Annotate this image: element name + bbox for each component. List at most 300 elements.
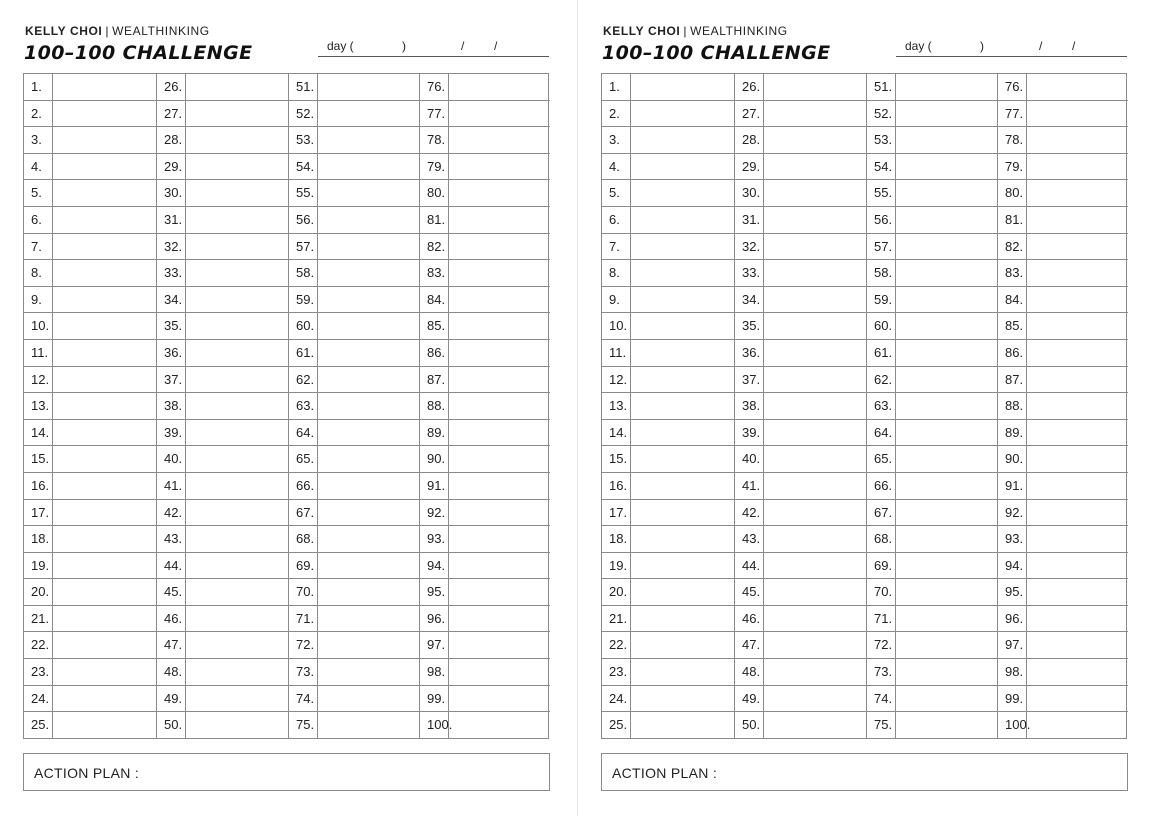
entry-field[interactable]	[449, 313, 550, 339]
entry-field[interactable]	[1027, 287, 1128, 313]
entry-field[interactable]	[1027, 207, 1128, 233]
entry-field[interactable]	[449, 712, 550, 739]
entry-field[interactable]	[186, 579, 288, 605]
row-number: 45.	[157, 579, 186, 605]
entry-field[interactable]	[53, 74, 156, 100]
row-number: 10.	[602, 313, 631, 339]
entry-field[interactable]	[764, 180, 866, 206]
entry-field[interactable]	[1027, 260, 1128, 286]
entry-field[interactable]	[896, 287, 997, 313]
entry-field[interactable]	[764, 526, 866, 552]
entry-field[interactable]	[896, 712, 997, 739]
entry-field[interactable]	[896, 101, 997, 127]
entry-field[interactable]	[318, 127, 419, 153]
entry-field[interactable]	[449, 446, 550, 472]
row-number: 1.	[602, 74, 631, 100]
row-number: 60.	[867, 313, 896, 339]
date-day-prefix: day (	[327, 39, 354, 53]
entry-field[interactable]	[186, 260, 288, 286]
entry-field[interactable]	[186, 393, 288, 419]
challenge-row	[867, 180, 997, 207]
challenge-row	[998, 553, 1128, 580]
entry-field[interactable]	[631, 686, 734, 712]
entry-field[interactable]	[449, 127, 550, 153]
entry-field[interactable]	[318, 659, 419, 685]
entry-field[interactable]	[449, 340, 550, 366]
entry-field[interactable]	[449, 553, 550, 579]
entry-field[interactable]	[449, 101, 550, 127]
challenge-row	[735, 446, 866, 473]
row-number: 58.	[289, 260, 318, 286]
entry-field[interactable]	[896, 367, 997, 393]
entry-field[interactable]	[631, 180, 734, 206]
entry-field[interactable]	[318, 101, 419, 127]
entry-field[interactable]	[186, 659, 288, 685]
action-plan-box[interactable]	[601, 753, 1128, 791]
entry-field[interactable]	[186, 287, 288, 313]
entry-field[interactable]	[1027, 579, 1128, 605]
entry-field[interactable]	[449, 659, 550, 685]
challenge-row	[24, 207, 156, 234]
entry-field[interactable]	[1027, 367, 1128, 393]
entry-field[interactable]	[53, 260, 156, 286]
entry-field[interactable]	[896, 420, 997, 446]
entry-field[interactable]	[53, 393, 156, 419]
entry-field[interactable]	[631, 606, 734, 632]
entry-field[interactable]	[449, 606, 550, 632]
entry-field[interactable]	[318, 234, 419, 260]
entry-field[interactable]	[186, 526, 288, 552]
row-number: 50.	[157, 712, 186, 739]
entry-field[interactable]	[449, 500, 550, 526]
entry-field[interactable]	[449, 686, 550, 712]
entry-field[interactable]	[449, 632, 550, 658]
challenge-row	[157, 606, 288, 633]
row-number: 47.	[735, 632, 764, 658]
entry-field[interactable]	[896, 659, 997, 685]
row-number: 18.	[602, 526, 631, 552]
entry-field[interactable]	[53, 234, 156, 260]
entry-field[interactable]	[449, 260, 550, 286]
row-number: 38.	[157, 393, 186, 419]
challenge-row	[998, 74, 1128, 101]
entry-field[interactable]	[631, 579, 734, 605]
entry-field[interactable]	[318, 287, 419, 313]
entry-field[interactable]	[318, 446, 419, 472]
challenge-row	[602, 367, 734, 394]
entry-field[interactable]	[1027, 632, 1128, 658]
entry-field[interactable]	[764, 340, 866, 366]
row-number: 36.	[157, 340, 186, 366]
challenge-row	[289, 234, 419, 261]
entry-field[interactable]	[1027, 340, 1128, 366]
challenge-row	[602, 553, 734, 580]
entry-field[interactable]	[186, 446, 288, 472]
entry-field[interactable]	[764, 553, 866, 579]
entry-field[interactable]	[764, 234, 866, 260]
entry-field[interactable]	[764, 127, 866, 153]
entry-field[interactable]	[631, 393, 734, 419]
row-number: 75.	[867, 712, 896, 739]
entry-field[interactable]	[764, 606, 866, 632]
row-number: 76.	[998, 74, 1027, 100]
row-number: 70.	[289, 579, 318, 605]
entry-field[interactable]	[896, 340, 997, 366]
entry-field[interactable]	[1027, 500, 1128, 526]
entry-field[interactable]	[53, 180, 156, 206]
entry-field[interactable]	[53, 579, 156, 605]
entry-field[interactable]	[764, 154, 866, 180]
entry-field[interactable]	[53, 340, 156, 366]
challenge-row	[602, 127, 734, 154]
entry-field[interactable]	[186, 313, 288, 339]
entry-field[interactable]	[1027, 686, 1128, 712]
row-number: 4.	[24, 154, 53, 180]
entry-field[interactable]	[631, 154, 734, 180]
entry-field[interactable]	[896, 526, 997, 552]
entry-field[interactable]	[186, 180, 288, 206]
entry-field[interactable]	[896, 446, 997, 472]
entry-field[interactable]	[631, 500, 734, 526]
entry-field[interactable]	[631, 446, 734, 472]
entry-field[interactable]	[896, 632, 997, 658]
entry-field[interactable]	[1027, 127, 1128, 153]
row-number: 35.	[157, 313, 186, 339]
entry-field[interactable]	[1027, 393, 1128, 419]
entry-field[interactable]	[1027, 313, 1128, 339]
date-slash-2: /	[1072, 39, 1076, 53]
entry-field[interactable]	[1027, 101, 1128, 127]
entry-field[interactable]	[53, 446, 156, 472]
entry-field[interactable]	[896, 473, 997, 499]
challenge-row	[289, 420, 419, 447]
entry-field[interactable]	[631, 553, 734, 579]
entry-field[interactable]	[764, 659, 866, 685]
row-number: 97.	[998, 632, 1027, 658]
challenge-row	[735, 500, 866, 527]
challenge-row	[735, 180, 866, 207]
entry-field[interactable]	[764, 74, 866, 100]
entry-field[interactable]	[764, 446, 866, 472]
entry-field[interactable]	[186, 207, 288, 233]
challenge-row	[157, 712, 288, 739]
entry-field[interactable]	[53, 127, 156, 153]
row-number: 93.	[998, 526, 1027, 552]
entry-field[interactable]	[896, 74, 997, 100]
row-number: 41.	[157, 473, 186, 499]
entry-field[interactable]	[631, 260, 734, 286]
challenge-row	[867, 446, 997, 473]
entry-field[interactable]	[318, 553, 419, 579]
entry-field[interactable]	[631, 101, 734, 127]
entry-field[interactable]	[896, 553, 997, 579]
entry-field[interactable]	[896, 393, 997, 419]
challenge-row	[602, 473, 734, 500]
entry-field[interactable]	[896, 180, 997, 206]
row-number: 13.	[602, 393, 631, 419]
entry-field[interactable]	[186, 340, 288, 366]
date-field[interactable]	[318, 36, 549, 57]
date-field[interactable]	[896, 36, 1127, 57]
entry-field[interactable]	[186, 420, 288, 446]
challenge-row	[867, 260, 997, 287]
entry-field[interactable]	[449, 234, 550, 260]
entry-field[interactable]	[53, 101, 156, 127]
entry-field[interactable]	[53, 420, 156, 446]
entry-field[interactable]	[896, 500, 997, 526]
entry-field[interactable]	[631, 632, 734, 658]
entry-field[interactable]	[764, 260, 866, 286]
entry-field[interactable]	[186, 74, 288, 100]
entry-field[interactable]	[631, 287, 734, 313]
brand-subtitle: WEALTHINKING	[690, 24, 788, 38]
challenge-row	[420, 313, 550, 340]
entry-field[interactable]	[1027, 526, 1128, 552]
entry-field[interactable]	[318, 606, 419, 632]
entry-field[interactable]	[631, 420, 734, 446]
entry-field[interactable]	[53, 287, 156, 313]
entry-field[interactable]	[631, 526, 734, 552]
entry-field[interactable]	[53, 154, 156, 180]
entry-field[interactable]	[53, 367, 156, 393]
entry-field[interactable]	[53, 313, 156, 339]
entry-field[interactable]	[631, 127, 734, 153]
challenge-row	[24, 313, 156, 340]
row-number: 86.	[998, 340, 1027, 366]
challenge-row	[289, 287, 419, 314]
entry-field[interactable]	[449, 180, 550, 206]
entry-field[interactable]	[318, 526, 419, 552]
challenge-row	[867, 154, 997, 181]
challenge-row	[24, 446, 156, 473]
entry-field[interactable]	[53, 553, 156, 579]
entry-field[interactable]	[53, 526, 156, 552]
challenge-row	[602, 101, 734, 128]
row-number: 56.	[289, 207, 318, 233]
entry-field[interactable]	[318, 340, 419, 366]
entry-field[interactable]	[318, 180, 419, 206]
entry-field[interactable]	[764, 393, 866, 419]
entry-field[interactable]	[318, 393, 419, 419]
row-number: 80.	[420, 180, 449, 206]
entry-field[interactable]	[186, 473, 288, 499]
entry-field[interactable]	[449, 420, 550, 446]
row-number: 29.	[157, 154, 186, 180]
entry-field[interactable]	[186, 101, 288, 127]
entry-field[interactable]	[1027, 659, 1128, 685]
entry-field[interactable]	[318, 260, 419, 286]
entry-field[interactable]	[186, 234, 288, 260]
row-number: 40.	[157, 446, 186, 472]
challenge-row	[157, 473, 288, 500]
row-number: 53.	[867, 127, 896, 153]
row-number: 23.	[24, 659, 53, 685]
entry-field[interactable]	[764, 712, 866, 739]
entry-field[interactable]	[1027, 473, 1128, 499]
entry-field[interactable]	[449, 526, 550, 552]
entry-field[interactable]	[764, 101, 866, 127]
challenge-row	[157, 154, 288, 181]
challenge-row	[998, 712, 1128, 739]
entry-field[interactable]	[1027, 234, 1128, 260]
entry-field[interactable]	[1027, 553, 1128, 579]
entry-field[interactable]	[318, 74, 419, 100]
entry-field[interactable]	[896, 313, 997, 339]
entry-field[interactable]	[186, 367, 288, 393]
page-title: 100–100 CHALLENGE	[24, 42, 253, 64]
entry-field[interactable]	[631, 367, 734, 393]
entry-field[interactable]	[764, 473, 866, 499]
entry-field[interactable]	[318, 367, 419, 393]
challenge-row	[602, 420, 734, 447]
entry-field[interactable]	[318, 712, 419, 739]
row-number: 97.	[420, 632, 449, 658]
entry-field[interactable]	[186, 500, 288, 526]
entry-field[interactable]	[449, 393, 550, 419]
row-number: 52.	[289, 101, 318, 127]
challenge-row	[157, 260, 288, 287]
grid-column	[156, 74, 288, 738]
challenge-row	[420, 526, 550, 553]
entry-field[interactable]	[449, 367, 550, 393]
challenge-row	[24, 260, 156, 287]
row-number: 34.	[157, 287, 186, 313]
entry-field[interactable]	[631, 207, 734, 233]
entry-field[interactable]	[1027, 420, 1128, 446]
entry-field[interactable]	[1027, 606, 1128, 632]
entry-field[interactable]	[1027, 74, 1128, 100]
entry-field[interactable]	[318, 579, 419, 605]
entry-field[interactable]	[186, 553, 288, 579]
entry-field[interactable]	[631, 473, 734, 499]
entry-field[interactable]	[186, 154, 288, 180]
entry-field[interactable]	[53, 473, 156, 499]
entry-field[interactable]	[449, 473, 550, 499]
entry-field[interactable]	[764, 313, 866, 339]
entry-field[interactable]	[896, 127, 997, 153]
challenge-row	[998, 101, 1128, 128]
row-number: 92.	[998, 500, 1027, 526]
row-number: 54.	[289, 154, 318, 180]
entry-field[interactable]	[449, 287, 550, 313]
entry-field[interactable]	[896, 579, 997, 605]
entry-field[interactable]	[1027, 712, 1128, 739]
row-number: 62.	[289, 367, 318, 393]
entry-field[interactable]	[53, 659, 156, 685]
entry-field[interactable]	[764, 632, 866, 658]
entry-field[interactable]	[186, 127, 288, 153]
row-number: 64.	[289, 420, 318, 446]
entry-field[interactable]	[318, 632, 419, 658]
entry-field[interactable]	[1027, 180, 1128, 206]
challenge-row	[867, 712, 997, 739]
page-right	[578, 0, 1156, 816]
entry-field[interactable]	[449, 154, 550, 180]
challenge-row	[998, 367, 1128, 394]
brand-name: KELLY CHOI	[25, 24, 103, 38]
date-slash-1: /	[461, 39, 465, 53]
entry-field[interactable]	[318, 313, 419, 339]
entry-field[interactable]	[53, 712, 156, 739]
challenge-row	[24, 393, 156, 420]
entry-field[interactable]	[449, 207, 550, 233]
brand-name: KELLY CHOI	[603, 24, 681, 38]
row-number: 3.	[24, 127, 53, 153]
row-number: 100.	[420, 712, 449, 739]
entry-field[interactable]	[449, 74, 550, 100]
entry-field[interactable]	[896, 154, 997, 180]
entry-field[interactable]	[896, 606, 997, 632]
challenge-row	[157, 207, 288, 234]
row-number: 39.	[157, 420, 186, 446]
row-number: 99.	[998, 686, 1027, 712]
row-number: 2.	[24, 101, 53, 127]
entry-field[interactable]	[764, 686, 866, 712]
challenge-row	[420, 446, 550, 473]
entry-field[interactable]	[764, 500, 866, 526]
entry-field[interactable]	[631, 712, 734, 739]
entry-field[interactable]	[53, 500, 156, 526]
entry-field[interactable]	[896, 260, 997, 286]
entry-field[interactable]	[764, 287, 866, 313]
challenge-row	[289, 526, 419, 553]
entry-field[interactable]	[631, 340, 734, 366]
challenge-row	[602, 579, 734, 606]
challenge-row	[289, 606, 419, 633]
entry-field[interactable]	[1027, 446, 1128, 472]
entry-field[interactable]	[631, 313, 734, 339]
entry-field[interactable]	[186, 712, 288, 739]
entry-field[interactable]	[764, 420, 866, 446]
entry-field[interactable]	[186, 632, 288, 658]
entry-field[interactable]	[764, 579, 866, 605]
entry-field[interactable]	[53, 606, 156, 632]
row-number: 16.	[602, 473, 631, 499]
entry-field[interactable]	[631, 659, 734, 685]
challenge-row	[289, 313, 419, 340]
entry-field[interactable]	[896, 234, 997, 260]
entry-field[interactable]	[896, 207, 997, 233]
entry-field[interactable]	[318, 420, 419, 446]
challenge-row	[867, 526, 997, 553]
row-number: 31.	[157, 207, 186, 233]
entry-field[interactable]	[318, 500, 419, 526]
challenge-row	[24, 154, 156, 181]
entry-field[interactable]	[449, 579, 550, 605]
entry-field[interactable]	[764, 367, 866, 393]
challenge-row	[735, 313, 866, 340]
entry-field[interactable]	[896, 686, 997, 712]
challenge-row	[420, 180, 550, 207]
entry-field[interactable]	[318, 207, 419, 233]
entry-field[interactable]	[53, 686, 156, 712]
action-plan-box[interactable]	[23, 753, 550, 791]
entry-field[interactable]	[318, 686, 419, 712]
entry-field[interactable]	[53, 207, 156, 233]
challenge-row	[998, 659, 1128, 686]
entry-field[interactable]	[186, 686, 288, 712]
entry-field[interactable]	[631, 234, 734, 260]
entry-field[interactable]	[1027, 154, 1128, 180]
entry-field[interactable]	[318, 473, 419, 499]
entry-field[interactable]	[53, 632, 156, 658]
entry-field[interactable]	[631, 74, 734, 100]
entry-field[interactable]	[186, 606, 288, 632]
row-number: 25.	[24, 712, 53, 739]
row-number: 66.	[289, 473, 318, 499]
entry-field[interactable]	[318, 154, 419, 180]
entry-field[interactable]	[764, 207, 866, 233]
